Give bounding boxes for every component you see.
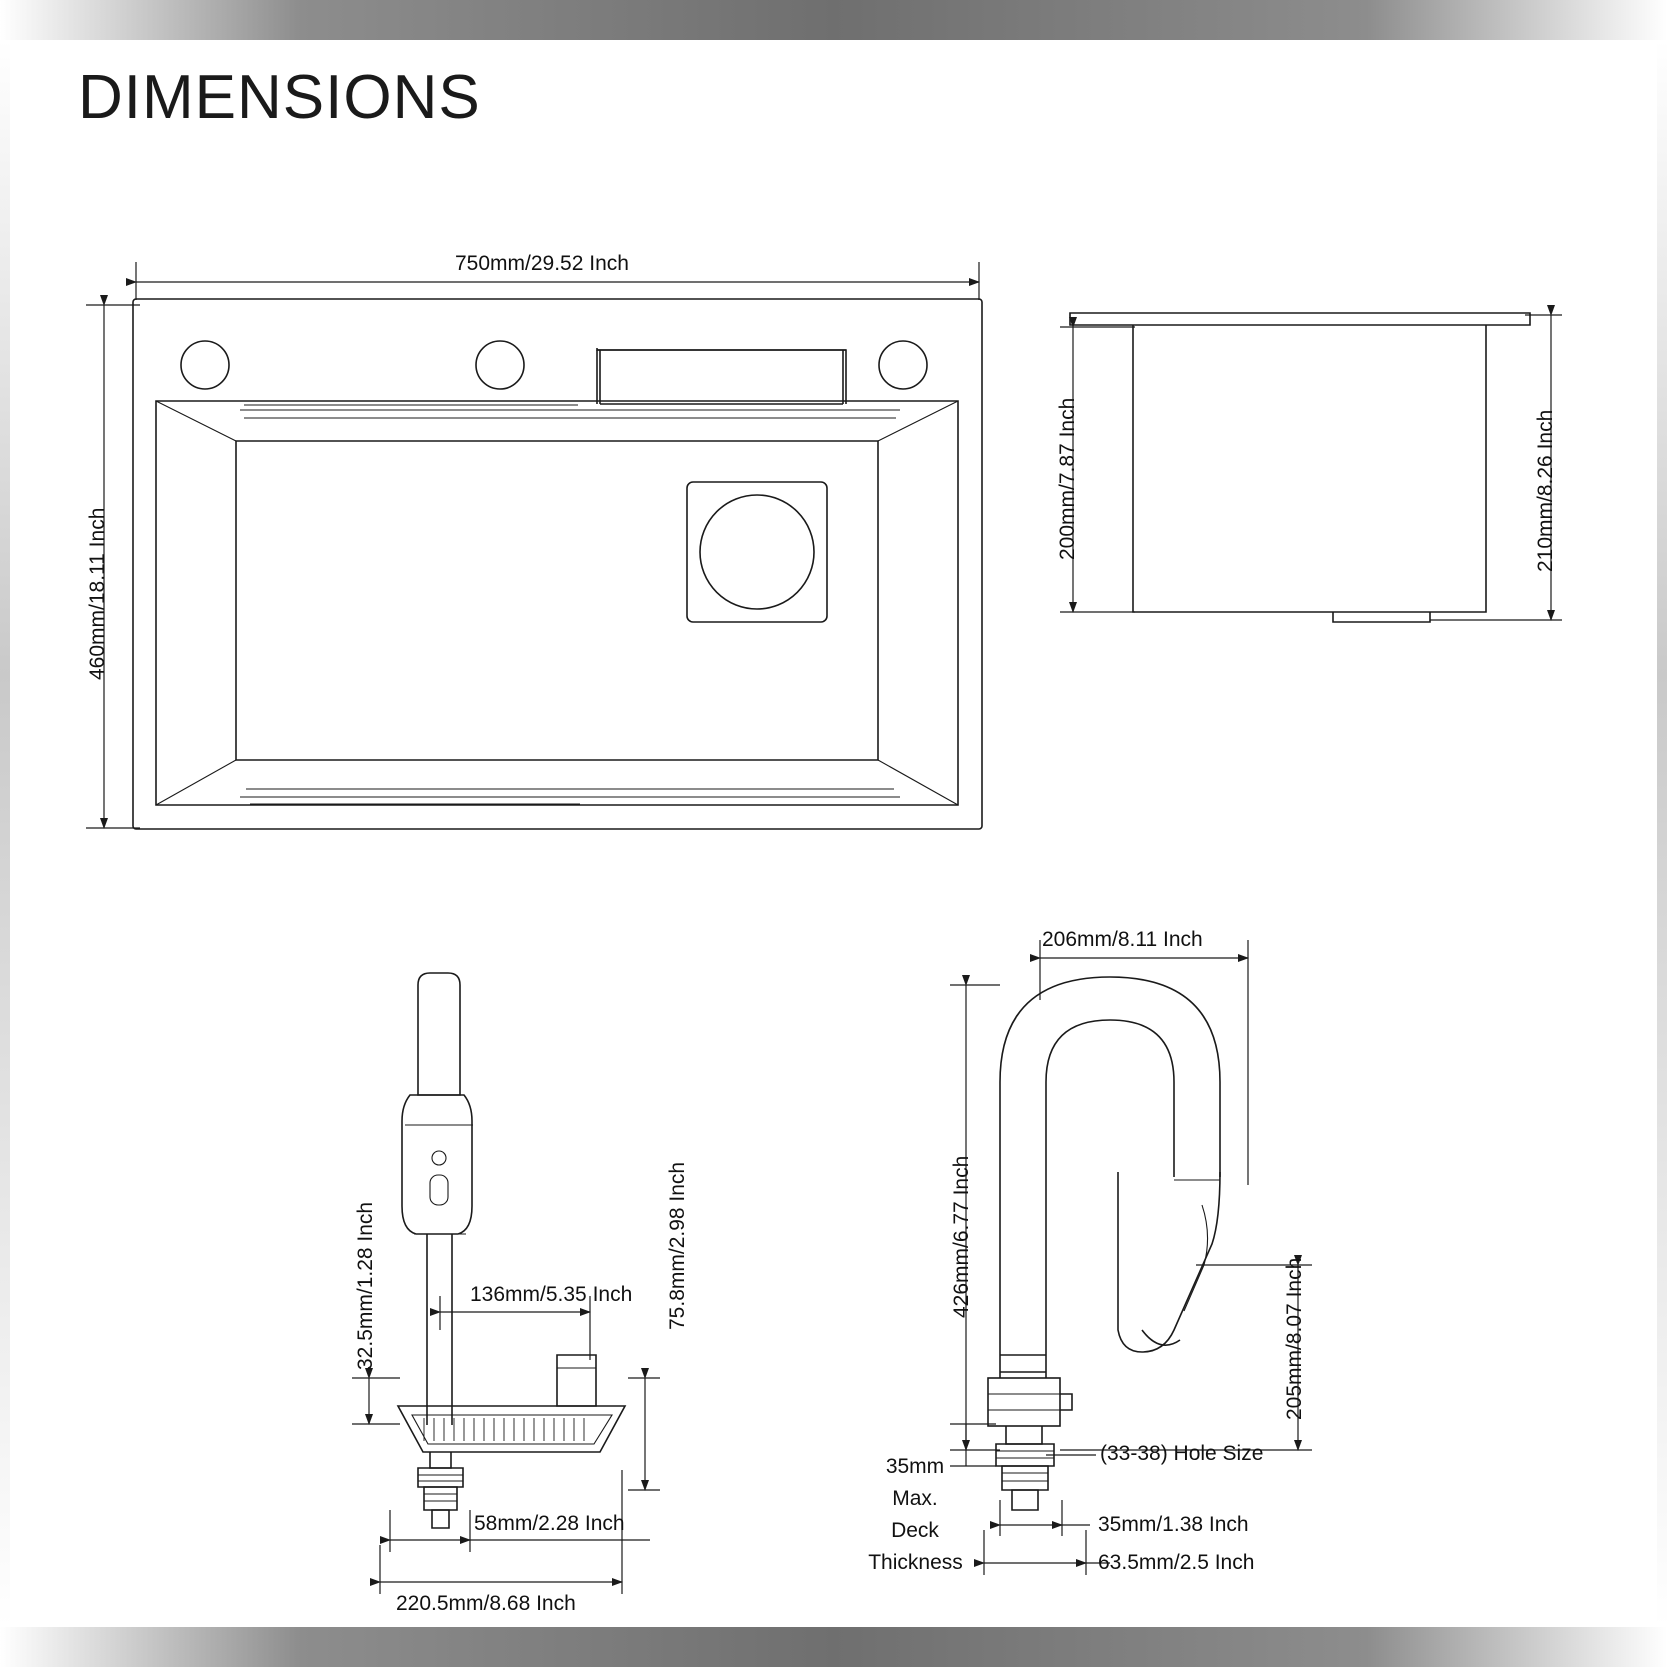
- deck-thickness-line-4: Thickness: [868, 1551, 963, 1574]
- spout-height-label: 205mm/8.07 Inch: [1283, 1257, 1306, 1420]
- deck-thickness-line-1: 35mm: [885, 1455, 945, 1478]
- spout-height-dimension: [1060, 1265, 1312, 1450]
- shank-label: 35mm/1.38 Inch: [1098, 1513, 1249, 1536]
- faucet-reach-side-dimension: [1040, 940, 1248, 1185]
- faucet-side-reach-label: 206mm/8.11 Inch: [1042, 928, 1203, 951]
- deck-thickness-line-3: Deck: [891, 1519, 939, 1542]
- shank-long-label: 63.5mm/2.5 Inch: [1098, 1551, 1255, 1574]
- faucet-total-height-label: 426mm/6.77 Inch: [950, 1155, 973, 1318]
- left-edge-shade: [0, 40, 10, 1627]
- right-edge-shade: [1657, 40, 1667, 1627]
- faucet-front-view-geometry: [398, 973, 625, 1528]
- sink-outer-depth-label: 210mm/8.26 Inch: [1534, 409, 1557, 572]
- shank-dimension: [1000, 1500, 1090, 1536]
- waterfall-height-label: 32.5mm/1.28 Inch: [354, 1201, 377, 1370]
- sink-side-view-geometry: [1070, 313, 1530, 622]
- sink-width-label: 750mm/29.52 Inch: [455, 252, 629, 275]
- sink-inner-depth-label: 200mm/7.87 Inch: [1056, 397, 1079, 560]
- top-gradient-bar: [0, 0, 1667, 40]
- sink-height-label: 460mm/18.11 Inch: [86, 507, 109, 680]
- shank-long-dimension: [984, 1530, 1110, 1575]
- base-width-label: 58mm/2.28 Inch: [474, 1512, 625, 1535]
- bottom-gradient-bar: [0, 1627, 1667, 1667]
- deck-thickness-line-2: Max.: [892, 1487, 938, 1510]
- hole-size-label: (33-38) Hole Size: [1100, 1442, 1264, 1465]
- sink-top-view-geometry: [133, 299, 982, 829]
- total-width-label: 220.5mm/8.68 Inch: [396, 1592, 576, 1615]
- faucet-side-view-geometry: [988, 977, 1220, 1510]
- page-title: DIMENSIONS: [78, 63, 481, 132]
- faucet-reach-label: 136mm/5.35 Inch: [470, 1283, 633, 1306]
- assembly-height-label: 75.8mm/2.98 Inch: [666, 1161, 689, 1330]
- assembly-height-dimension: [628, 1378, 660, 1490]
- waterfall-height-dimension: [352, 1378, 400, 1424]
